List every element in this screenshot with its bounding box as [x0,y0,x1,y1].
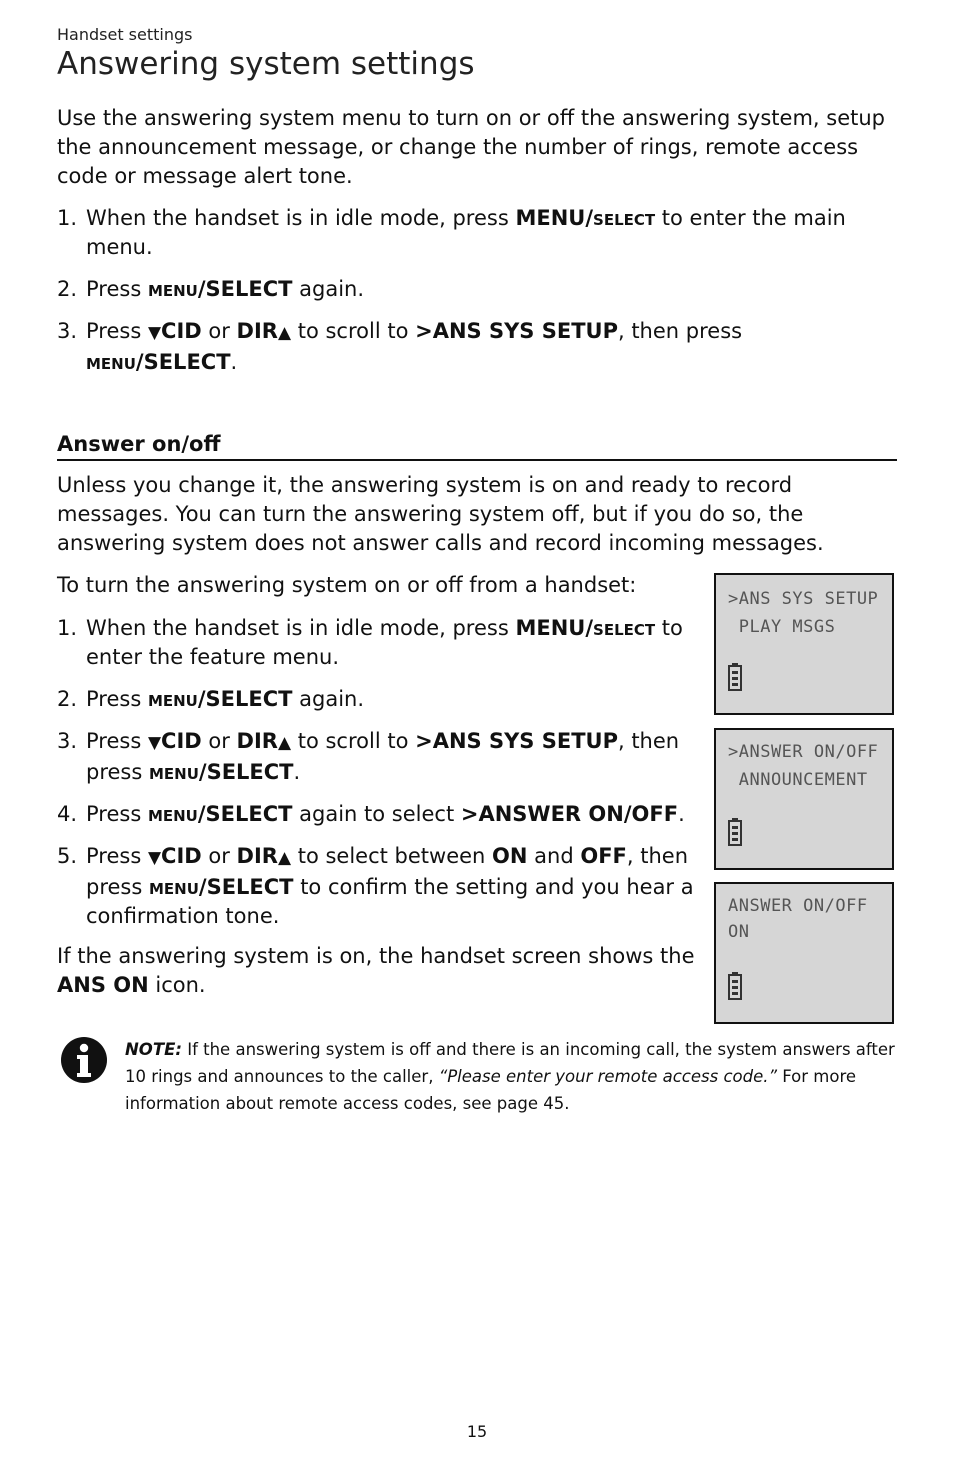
step-text: . [678,802,685,826]
key-select: select [593,206,656,230]
battery-icon [728,663,742,691]
main-menu-steps [57,204,897,390]
step-1 [57,614,707,672]
step-text: again to select [292,802,461,826]
answer-on-off-steps [57,614,707,944]
step-2 [57,275,897,304]
key-menu: menu [148,760,199,784]
note-text [125,1036,895,1117]
step-text: , then press [86,844,689,899]
key-menu: menu [147,802,198,826]
key-menu: menu [147,687,198,711]
up-arrow-icon: ▲ [277,323,292,343]
key-select: /SELECT [198,760,294,784]
step-number: 2. [57,277,78,301]
step-text: When the handset is in idle mode, press [86,616,516,640]
step-text: Press [86,277,148,301]
key-cid: CID [161,319,202,343]
step-number: 1. [57,206,78,230]
key-select: /SELECT [135,350,231,374]
key-menu: menu [86,350,136,374]
step-number: 5. [57,844,78,868]
info-icon [60,1036,108,1084]
key-menu: MENU/ [515,206,594,230]
note-body: For more information about remote access codes, see page 45. [125,1067,857,1113]
note-body: If the answering system is off and there is an incoming call, the system answers after 10 rings and announces to the caller, [125,1040,895,1086]
step-3 [57,317,897,377]
step-text: Press [86,844,148,868]
step-text: or [201,319,237,343]
step-number: 3. [57,729,78,753]
screen-line-2: PLAY MSGS [728,617,836,637]
step-text: . [230,350,238,374]
screen-line-1: ANSWER ON/OFF [728,896,868,916]
screen-line-2: ANNOUNCEMENT [728,770,868,790]
battery-icon [728,818,742,846]
down-arrow-icon: ▼ [147,848,162,868]
step-text: again. [292,277,365,301]
ans-on-label: ANS ON [57,973,149,997]
step-5 [57,842,707,931]
step-text: , then press [86,729,680,784]
ans-on-paragraph [57,942,697,1000]
key-menu: MENU/ [515,616,594,640]
note-label: NOTE: [125,1040,182,1059]
step-2 [57,685,707,714]
step-text: Press [86,319,148,343]
screen-line-1: >ANSWER ON/OFF [728,742,879,762]
step-text: to select between [291,844,493,868]
step-text: or [201,729,237,753]
screen-line-1: >ANS SYS SETUP [728,589,879,609]
para-text: If the answering system is on, the handset screen shows the [57,944,695,968]
key-select: /SELECT [197,802,293,826]
step-text: Press [86,687,148,711]
step-number: 2. [57,687,78,711]
step-text: , then press [617,319,743,343]
up-arrow-icon: ▲ [277,848,292,868]
step-text: to enter the main menu. [86,206,846,259]
key-dir: DIR [236,319,278,343]
step-text: or [201,844,237,868]
step-3 [57,727,707,787]
key-menu: menu [148,875,199,899]
key-dir: DIR [236,729,278,753]
step-number: 4. [57,802,78,826]
handset-screen-1 [714,573,894,715]
key-select: /SELECT [197,687,293,711]
section-lead-in: To turn the answering system on or off from a handset: [57,573,637,597]
step-number: 1. [57,616,78,640]
step-4 [57,800,707,829]
step-text: Press [86,802,148,826]
step-text: to confirm the setting and you hear a confirmation tone. [86,875,694,928]
menu-option: >ANS SYS SETUP [415,319,618,343]
step-text: to scroll to [291,319,416,343]
step-text: to enter the feature menu. [86,616,683,669]
intro-paragraph: Use the answering system menu to turn on or off the answering system, setup the announcement message, or change the number of rings, remote access code or message alert tone. [57,106,885,188]
step-text: When the handset is in idle mode, press [86,206,516,230]
step-text: to scroll to [291,729,416,753]
page-title: Answering system settings [57,46,475,82]
page-number: 15 [466,1422,488,1441]
section-paragraph: Unless you change it, the answering system is on and ready to record messages. You can turn the answering system off, but if you do so, the answering system does not answer calls and record incoming messages. [57,473,824,555]
step-text: . [293,760,301,784]
down-arrow-icon: ▼ [147,323,162,343]
para-text: icon. [148,973,206,997]
up-arrow-icon: ▲ [277,733,292,753]
section-heading: Answer on/off [57,432,897,461]
key-select: /SELECT [197,277,293,301]
option-on: ON [492,844,528,868]
battery-icon [728,972,742,1000]
step-number: 3. [57,319,78,343]
menu-option: >ANS SYS SETUP [415,729,618,753]
key-select: select [593,616,656,640]
menu-option: >ANSWER ON/OFF [460,802,679,826]
down-arrow-icon: ▼ [147,733,162,753]
option-off: OFF [580,844,627,868]
key-cid: CID [161,729,202,753]
handset-screen-3 [714,882,894,1024]
note-quote: “Please enter your remote access code.” [438,1067,778,1086]
key-menu: menu [147,277,198,301]
handset-screen-2 [714,728,894,870]
step-text: and [527,844,581,868]
running-head: Handset settings [57,25,193,44]
step-text: Press [86,729,148,753]
step-text: again. [292,687,365,711]
step-1 [57,204,897,262]
key-dir: DIR [236,844,278,868]
screen-line-2: ON [728,922,750,942]
key-cid: CID [161,844,202,868]
key-select: /SELECT [198,875,294,899]
